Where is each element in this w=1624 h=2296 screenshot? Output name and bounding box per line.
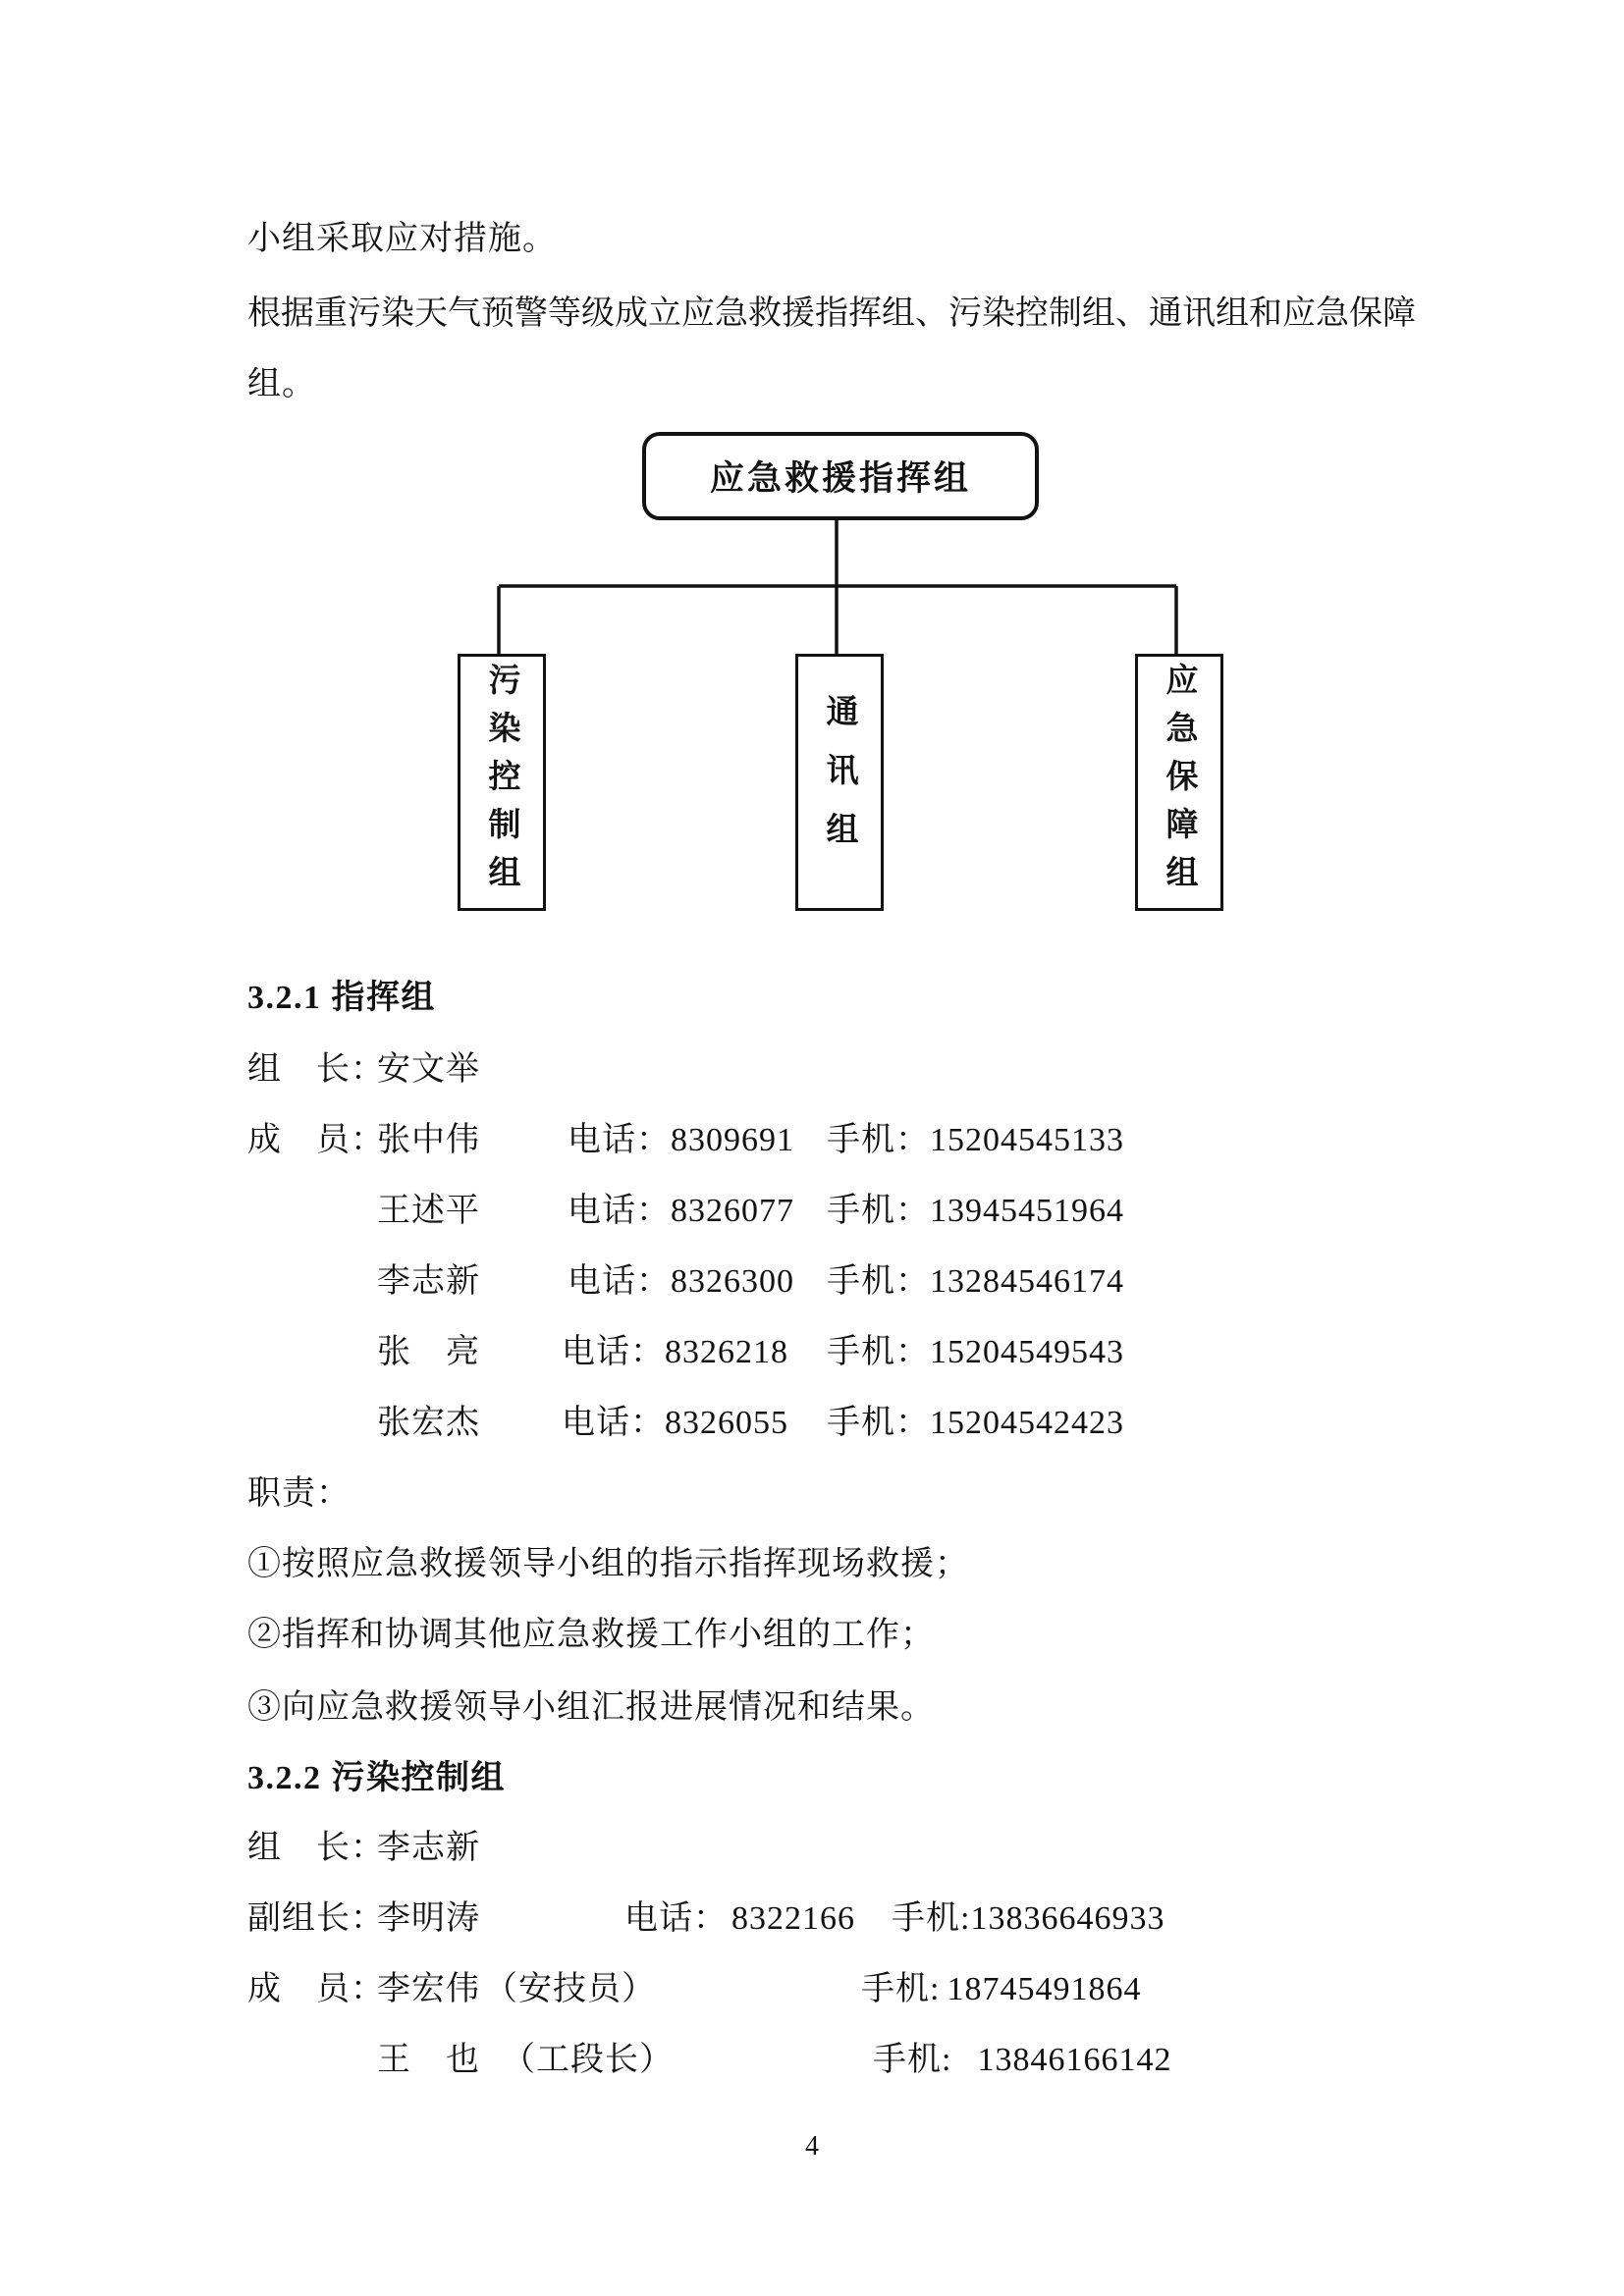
org-root-label: 应急救援指挥组: [709, 459, 971, 498]
mobile-cell: [892, 1897, 1164, 1941]
deputy-label: 副组长：: [247, 1900, 385, 1937]
mobile-cell: [827, 1119, 1124, 1162]
org-leaf-label-pollution-control: 污染控制组: [483, 662, 519, 903]
leader-label: 组 长：: [247, 1830, 385, 1866]
mobile-cell: [827, 1260, 1124, 1304]
section-heading-322: 3.2.2 污染控制组: [247, 1760, 506, 1796]
member-name: 王 也 （工段长）: [377, 2042, 674, 2078]
mobile-cell: [861, 1968, 1141, 2011]
phone-value: 8326300: [671, 1263, 794, 1300]
member-name: 王述平: [377, 1193, 480, 1229]
mobile-value: 13836646933: [970, 1900, 1165, 1937]
phone-cell: [568, 1260, 794, 1304]
mobile-cell: [873, 2039, 1171, 2082]
mobile-label: 手机：: [827, 1122, 930, 1158]
mobile-value: 13846166142: [977, 2042, 1172, 2078]
org-leaf-box-pollution-control: [458, 654, 546, 911]
org-leaf-box-emergency-support: [1135, 654, 1223, 911]
member-name: 张宏杰: [377, 1405, 480, 1441]
phone-cell: [624, 1897, 855, 1941]
member-name: 张中伟: [377, 1122, 480, 1158]
phone-label: 电话：: [624, 1900, 728, 1937]
intro-line-3: 组。: [247, 366, 316, 402]
mobile-cell: [827, 1331, 1124, 1374]
mobile-value: 13945451964: [930, 1193, 1124, 1229]
leader-name: 李志新: [377, 1830, 480, 1866]
mobile-label: 手机：: [827, 1405, 930, 1441]
duty-item-1: ①按照应急救援领导小组的指示指挥现场救援；: [247, 1546, 969, 1582]
deputy-row: [247, 1897, 1165, 1941]
mobile-cell: [827, 1190, 1124, 1233]
phone-label: 电话：: [568, 1193, 671, 1229]
mobile-value: 15204549543: [930, 1334, 1124, 1370]
mobile-cell: [827, 1402, 1124, 1445]
member-row: [247, 1119, 1124, 1162]
phone-label: 电话：: [568, 1263, 671, 1300]
phone-value: 8326218: [665, 1334, 788, 1370]
deputy-name: 李明涛: [377, 1900, 480, 1937]
mobile-label: 手机:: [892, 1900, 971, 1937]
duties-label: 职责：: [247, 1475, 351, 1512]
leader-name: 安文举: [377, 1051, 480, 1088]
duty-item-2: ②指挥和协调其他应急救援工作小组的工作；: [247, 1617, 935, 1653]
role-label: （工段长）: [502, 2042, 674, 2078]
page-number: 4: [805, 2131, 819, 2162]
member-name: 李宏伟 （安技员）: [377, 1971, 656, 2007]
phone-value: 8326055: [665, 1405, 788, 1441]
intro-line-1: 小组采取应对措施。: [247, 221, 557, 257]
mobile-value: 15204542423: [930, 1405, 1124, 1441]
phone-value: 8322166: [731, 1900, 855, 1937]
member-row: [247, 1190, 1124, 1233]
mobile-label: 手机:: [873, 2042, 952, 2078]
role-label: （安技员）: [484, 1971, 656, 2007]
phone-cell: [562, 1402, 788, 1445]
member-name: 张 亮: [377, 1334, 480, 1370]
mobile-value: 13284546174: [930, 1263, 1124, 1300]
phone-label: 电话：: [568, 1122, 671, 1158]
org-leaf-label-emergency-support: 应急保障组: [1161, 662, 1197, 903]
phone-cell: [562, 1331, 788, 1374]
members-label: 成 员：: [247, 1971, 385, 2007]
phone-cell: [568, 1119, 794, 1162]
leader-row: [247, 1048, 480, 1092]
member-row: [247, 1331, 1124, 1374]
leader-row: [247, 1827, 480, 1870]
org-leaf-box-communication: [795, 654, 884, 911]
member-row: [247, 1402, 1124, 1445]
phone-label: 电话：: [562, 1405, 665, 1441]
phone-value: 8326077: [671, 1193, 794, 1229]
mobile-value: 18745491864: [947, 1971, 1142, 2007]
mobile-label: 手机:: [861, 1971, 941, 2007]
mobile-label: 手机：: [827, 1193, 930, 1229]
intro-line-2: 根据重污染天气预警等级成立应急救援指挥组、污染控制组、通讯组和应急保障: [247, 295, 1416, 332]
member-name: 李志新: [377, 1263, 480, 1300]
section-heading-321: 3.2.1 指挥组: [247, 980, 436, 1016]
members-label: 成 员：: [247, 1122, 385, 1158]
phone-cell: [568, 1190, 794, 1233]
leader-label: 组 长：: [247, 1051, 385, 1088]
org-root-box: [642, 432, 1039, 520]
mobile-label: 手机：: [827, 1263, 930, 1300]
mobile-value: 15204545133: [930, 1122, 1124, 1158]
member-row: [247, 2039, 1172, 2082]
duty-item-3: ③向应急救援领导小组汇报进展情况和结果。: [247, 1689, 935, 1726]
member-row: [247, 1260, 1124, 1304]
mobile-label: 手机：: [827, 1334, 930, 1370]
org-leaf-label-communication: 通讯组: [821, 694, 857, 871]
member-row: [247, 1968, 1142, 2011]
phone-value: 8309691: [671, 1122, 794, 1158]
phone-label: 电话：: [562, 1334, 665, 1370]
